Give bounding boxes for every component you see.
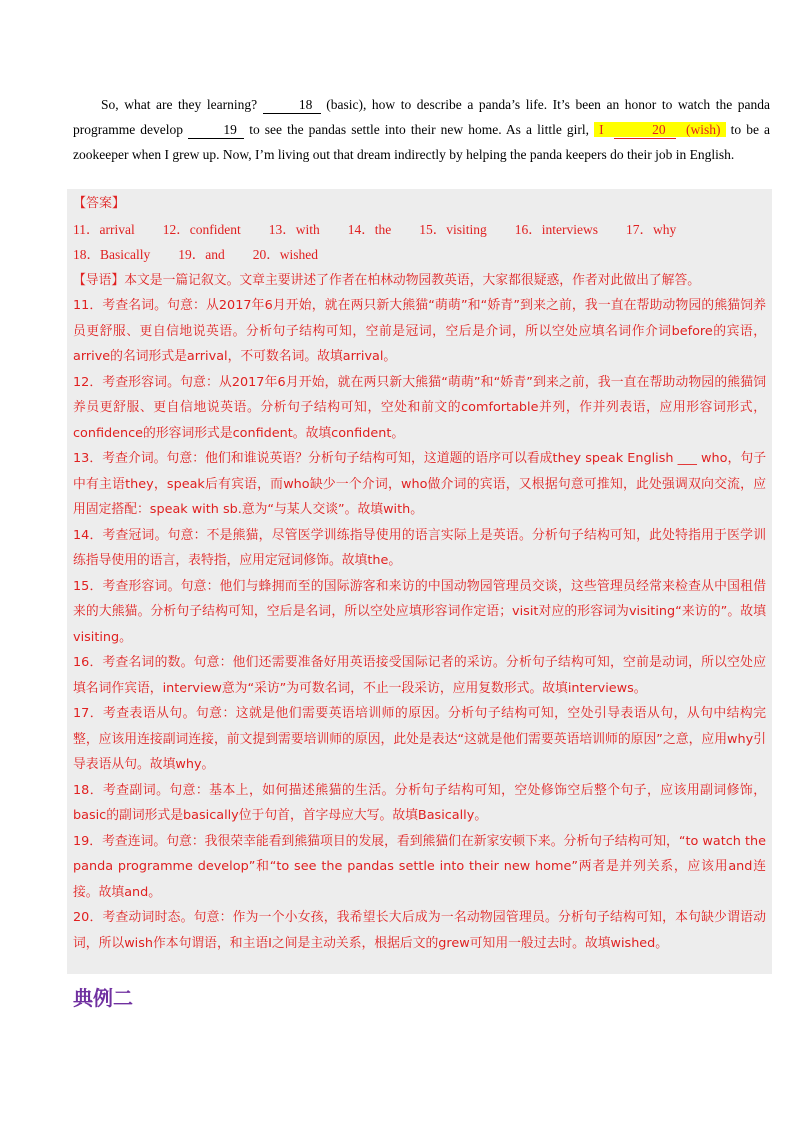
highlighted-blank-20 [594,122,725,137]
section-title: 典例二 [73,986,133,1010]
blank-19: 19 [188,122,244,139]
explanation-item: 17．考查表语从句。句意：这就是他们需要英语培训师的原因。分析句子结构可知，空处引导表语从句，从句中结构完整，应该用连接副词连接，前文提到需要培训师的原因，此处是表达“这就是他们需要英语培训师的原因”之意，应用why引导表语从句。故填why。 [73,706,766,772]
blank-20: 20 [614,122,676,139]
explanation-item: 11．考查名词。句意：从2017年6月开始，就在两只新大熊猫“萌萌”和“娇青”到来之前，我一直在帮助动物园的熊猫饲养员更舒服、更自信地说英语。分析句子结构可知，空前是冠词，空后是介词，所以空处应填名词作介词before的宾语，arrive的名词形式是arrival，不可数名词。故填arrival。 [73,298,766,364]
answer-item: 17．why [626,221,677,237]
highlight-subject: I [599,122,604,137]
explanation-item: 18．考查副词。句意：基本上，如何描述熊猫的生活。分析句子结构可知，空处修饰空后整个句子，应该用副词修饰，basic的副词形式是basically位于句首，首字母应大写。故填Basically。 [73,782,766,823]
answer-item: 20．wished [252,247,318,262]
answer-section [67,189,772,974]
answer-item: 12．confident [162,221,241,237]
passage-text: to see the pandas settle into their new home. As a little girl, [249,122,590,137]
explanation-item: 12．考查形容词。句意：从2017年6月开始，就在两只新大熊猫“萌萌”和“娇青”到来之前，我一直在帮助动物园的熊猫饲养员更舒服、更自信地说英语。分析句子结构可知，空处和前文的comfortable并列，作并列表语，应用形容词形式，confidence的形容词形式是confident。故填confident。 [73,374,766,441]
explanation-item: 15．考查形容词。句意：他们与蜂拥而至的国际游客和来访的中国动物园管理员交谈，这些管理员经常来检查从中国租借来的大熊猫。分析句子结构可知，空后是名词，所以空处应填形容词作定语；visit对应的形容词为visiting“来访的”。故填visiting。 [73,578,766,645]
guide-text: 【导语】本文是一篇记叙文。文章主要讲述了作者在柏林动物园教英语，大家都很疑惑，作者对此做出了解答。 [73,272,701,288]
answer-list [73,217,766,268]
cloze-passage [73,92,770,167]
blank-18: 18 [263,97,321,114]
answer-item: 16．interviews [514,221,598,237]
explanation-item: 14．考查冠词。句意：不是熊猫，尽管医学训练指导使用的语言实际上是英语。分析句子结构可知，此处特指用于医学训练指导使用的语言，表特指，应用定冠词修饰。故填the。 [73,527,766,568]
answer-item: 13．with [268,221,320,237]
explanation-item: 19．考查连词。句意：我很荣幸能看到熊猫项目的发展，看到熊猫们在新家安顿下来。分析句子结构可知，“to watch the panda programme develop”和“to see the pandas settle into their new home”两者是并列关系，应该用and连接。故填and。 [73,833,766,900]
answer-heading: 【答案】 [73,196,126,211]
answer-item: 15．visiting [419,221,487,237]
answer-item: 19．and [178,247,225,262]
explanation-item: 16．考查名词的数。句意：他们还需要准备好用英语接受国际记者的采访。分析句子结构可知，空前是动词，所以空处应填名词作宾语，interview意为“采访”为可数名词，不止一段采访，应用复数形式。故填interviews。 [73,655,766,696]
passage-text: to be a zookeeper when I grew up. Now, I’m living out that dream indirectly by helping the panda keepers do their job in English. [73,122,771,162]
answer-item: 18．Basically [73,247,151,262]
explanations [73,268,766,957]
answer-item: 11．arrival [73,221,135,237]
highlight-hint: (wish) [685,122,721,137]
passage-text: (basic), how to describe a panda’s life. It’s been an honor to watch the panda programme develop [73,97,771,137]
answer-item: 14．the [347,221,392,237]
passage-text: So, what are they learning? [101,97,258,112]
explanation-item: 13．考查介词。句意：他们和谁说英语？分析句子结构可知，这道题的语序可以看成they speak English ___ who，句子中有主语they，speak后有宾语，而who缺少一个介词，who做介词的宾语，又根据句意可推知，此处强调双向交流，应用固定搭配：speak with sb.意为“与某人交谈”。故填with。 [73,451,766,517]
explanation-item: 20．考查动词时态。句意：作为一个小女孩，我希望长大后成为一名动物园管理员。分析句子结构可知，本句缺少谓语动词，所以wish作本句谓语，和主语I之间是主动关系，根据后文的grew可知用一般过去时。故填wished。 [73,910,766,951]
